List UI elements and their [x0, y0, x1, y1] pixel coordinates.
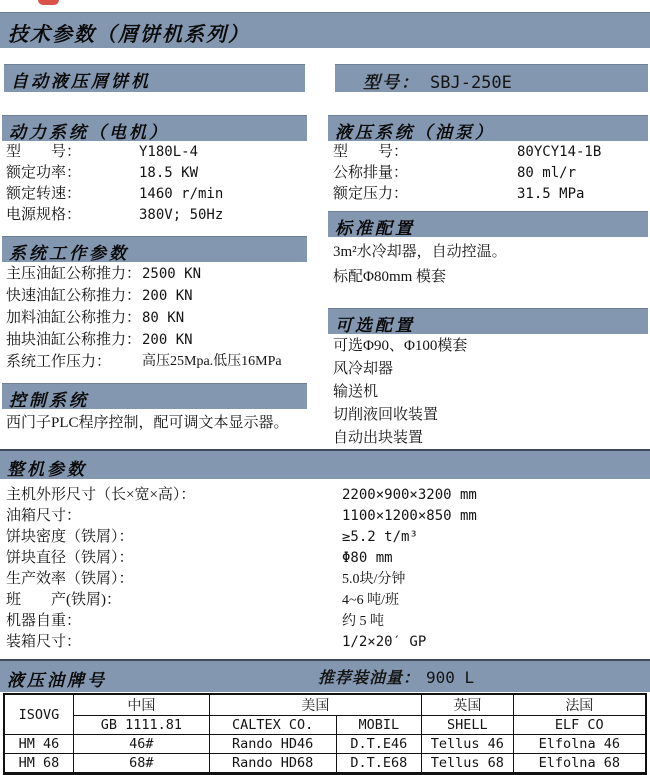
recommended-oil-label: 推荐装油量：: [318, 670, 421, 687]
section-title-machine-params: 整机参数: [7, 460, 87, 479]
spec-row: 额定压力： 31.5 MPa: [333, 186, 585, 202]
section-header-power: [2, 115, 307, 141]
section-header-oil-brand: [0, 659, 650, 692]
brand-header-cell: MOBIL: [336, 716, 422, 735]
page-title-bar: [0, 12, 650, 48]
spec-row: 机器自重： 约 5 吨: [6, 613, 384, 629]
section-header-working-params: [2, 236, 307, 262]
spec-row: 系统工作压力： 高压25Mpa.低压16MPa: [6, 354, 282, 370]
section-header-standard-config: [328, 211, 648, 237]
spec-line: 输送机: [333, 384, 379, 400]
recommended-oil-value: 900 L: [426, 668, 475, 687]
model-bar: [335, 64, 648, 92]
spec-row: 饼块直径（铁屑）： Φ80 mm: [6, 550, 393, 566]
section-title-optional-config: 可选配置: [335, 316, 415, 335]
spec-row: 油箱尺寸： 1100×1200×850 mm: [6, 508, 477, 524]
brand-header-cell: ELF CO: [513, 716, 646, 735]
table-row: HM 68 68# Rando HD68 D.T.E68 Tellus 68 Elfolna 68: [4, 754, 646, 774]
spec-row: 生产效率（铁屑）： 5.0块/分钟: [6, 571, 406, 587]
spec-row: 型 号： Y180L-4: [6, 144, 199, 160]
spec-line: 自动出块装置: [333, 430, 424, 446]
country-header-uk: 英国: [422, 694, 514, 716]
brand-header-cell: CALTEX CO.: [209, 716, 336, 735]
spec-row: 抽块油缸公称推力： 200 KN: [6, 332, 193, 348]
model-label: 型号：: [363, 73, 420, 92]
section-title-standard-config: 标准配置: [335, 219, 415, 238]
spec-row: 主压油缸公称推力： 2500 KN: [6, 266, 202, 282]
section-title-power: 动力系统（电机）: [9, 123, 169, 142]
spec-row: 额定转速： 1460 r/min: [6, 186, 224, 202]
spec-row: 饼块密度（铁屑）： ≥5.2 t/m³: [6, 529, 418, 545]
logo-red-icon: [38, 0, 59, 5]
hydraulic-rows: [333, 142, 648, 205]
table-subheader-row: [4, 716, 646, 735]
spec-row: 主机外形尺寸（长×宽×高）： 2200×900×3200 mm: [6, 487, 477, 503]
spec-row: 装箱尺寸： 1/2×20′ GP: [6, 634, 427, 650]
section-header-optional-config: [328, 308, 648, 334]
spec-row: 加料油缸公称推力： 80 KN: [6, 310, 185, 326]
country-header-china: 中国: [73, 694, 209, 716]
section-header-control: [2, 383, 307, 409]
brand-header-cell: GB 1111.81: [73, 716, 209, 735]
standard-config-lines: [333, 240, 648, 290]
control-lines: [6, 412, 326, 435]
page-title: 技术参数（屑饼机系列）: [8, 24, 250, 46]
spec-line: 西门子PLC程序控制，配可调文本显示器。: [6, 415, 289, 431]
spec-line: 风冷却器: [333, 361, 394, 377]
spec-line: 标配Φ80mm 模套: [333, 269, 447, 285]
section-header-hydraulic: [328, 115, 648, 141]
oil-brand-table: [3, 693, 647, 775]
table-row: HM 46 46# Rando HD46 D.T.E46 Tellus 46 Elfolna 46: [4, 735, 646, 754]
section-title-working-params: 系统工作参数: [9, 244, 129, 263]
power-rows: [6, 142, 306, 226]
brand-header-cell: SHELL: [422, 716, 514, 735]
product-name-bar: [4, 64, 305, 92]
country-header-france: 法国: [513, 694, 646, 716]
section-header-machine-params: [0, 449, 650, 479]
spec-line: 3m²水冷却器，自动控温。: [333, 244, 507, 260]
spec-line: 可选Φ90、Φ100模套: [333, 338, 468, 354]
section-title-hydraulic: 液压系统（油泵）: [335, 123, 495, 142]
spec-row: 快速油缸公称推力： 200 KN: [6, 288, 193, 304]
spec-row: 班 产(铁屑)： 4~6 吨/班: [6, 592, 399, 608]
table-header-row: [4, 694, 646, 716]
machine-params-rows: [6, 485, 646, 653]
iso-header-cell: ISOVG: [4, 694, 73, 735]
country-header-usa: 美国: [209, 694, 421, 716]
section-title-control: 控制系统: [9, 391, 89, 410]
optional-config-lines: [333, 335, 648, 450]
spec-row: 额定功率： 18.5 KW: [6, 165, 199, 181]
model-value: SBJ-250E: [430, 73, 512, 93]
recommended-oil-volume: [318, 665, 474, 688]
spec-line: 切削液回收装置: [333, 407, 439, 423]
working-params-rows: [6, 263, 316, 373]
section-title-oil-brand: 液压油牌号: [7, 671, 107, 690]
spec-row: 型 号： 80YCY14-1B: [333, 144, 602, 160]
product-name: 自动液压屑饼机: [11, 72, 151, 91]
spec-row: 电源规格： 380V; 50Hz: [6, 207, 224, 223]
spec-row: 公称排量： 80 ml/r: [333, 165, 577, 181]
